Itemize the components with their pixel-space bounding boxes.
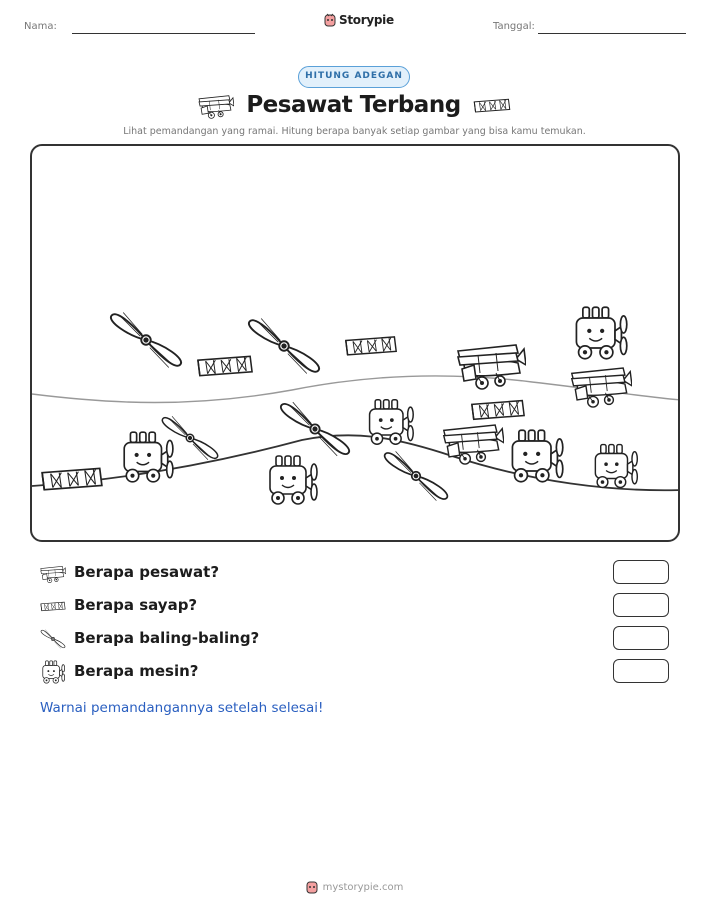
page-title: Pesawat Terbang bbox=[246, 92, 461, 118]
question-text: Berapa pesawat? bbox=[74, 563, 220, 581]
engine-icon bbox=[595, 445, 637, 488]
question-text: Berapa mesin? bbox=[74, 662, 199, 680]
question-text: Berapa baling-baling? bbox=[74, 629, 260, 647]
propeller-icon bbox=[249, 318, 319, 373]
wing-icon bbox=[473, 94, 511, 116]
propeller-icon bbox=[40, 626, 66, 652]
engine-icon bbox=[124, 432, 173, 482]
question-row-planes bbox=[40, 560, 670, 586]
name-line[interactable] bbox=[72, 33, 255, 34]
engine-icon bbox=[512, 430, 562, 481]
brand-logo bbox=[324, 13, 394, 27]
answer-box-propellers[interactable] bbox=[613, 626, 669, 650]
answer-box-wings[interactable] bbox=[613, 593, 669, 617]
wing-icon bbox=[42, 468, 102, 489]
biplane-icon bbox=[572, 368, 632, 407]
date-line[interactable] bbox=[538, 33, 686, 34]
propeller-icon bbox=[385, 451, 448, 500]
biplane-icon bbox=[198, 90, 234, 120]
engine-icon bbox=[270, 456, 317, 504]
storypie-mascot-icon bbox=[306, 880, 318, 894]
wing-icon bbox=[472, 401, 524, 420]
question-row-propellers bbox=[40, 626, 670, 652]
wing-icon bbox=[198, 356, 252, 375]
propeller-icon bbox=[281, 402, 349, 456]
category-badge: HITUNG ADEGAN bbox=[298, 66, 410, 88]
engine-icon bbox=[40, 659, 66, 685]
answer-box-engines[interactable] bbox=[613, 659, 669, 683]
wing-icon bbox=[40, 593, 66, 619]
biplane-icon bbox=[458, 345, 526, 389]
counting-scene bbox=[30, 144, 680, 542]
date-label: Tanggal: bbox=[493, 21, 535, 32]
question-row-engines bbox=[40, 659, 670, 685]
coloring-instruction: Warnai pemandangannya setelah selesai! bbox=[40, 700, 324, 716]
instructions: Lihat pemandangan yang ramai. Hitung berapa banyak setiap gambar yang bisa kamu temukan. bbox=[123, 126, 586, 137]
biplane-icon bbox=[444, 425, 504, 464]
storypie-mascot-icon bbox=[324, 13, 336, 27]
brand-name: Storypie bbox=[339, 13, 394, 27]
engine-icon bbox=[576, 307, 626, 358]
question-text: Berapa sayap? bbox=[74, 596, 198, 614]
answer-box-planes[interactable] bbox=[613, 560, 669, 584]
question-row-wings bbox=[40, 593, 670, 619]
site-url[interactable]: mystorypie.com bbox=[322, 881, 404, 893]
wing-icon bbox=[346, 337, 396, 355]
engine-icon bbox=[370, 400, 414, 445]
biplane-icon bbox=[40, 560, 66, 586]
name-label: Nama: bbox=[24, 21, 57, 32]
site-footer bbox=[0, 880, 709, 894]
scene-illustration bbox=[32, 146, 680, 542]
title-row bbox=[0, 90, 709, 120]
propeller-icon bbox=[111, 312, 181, 367]
